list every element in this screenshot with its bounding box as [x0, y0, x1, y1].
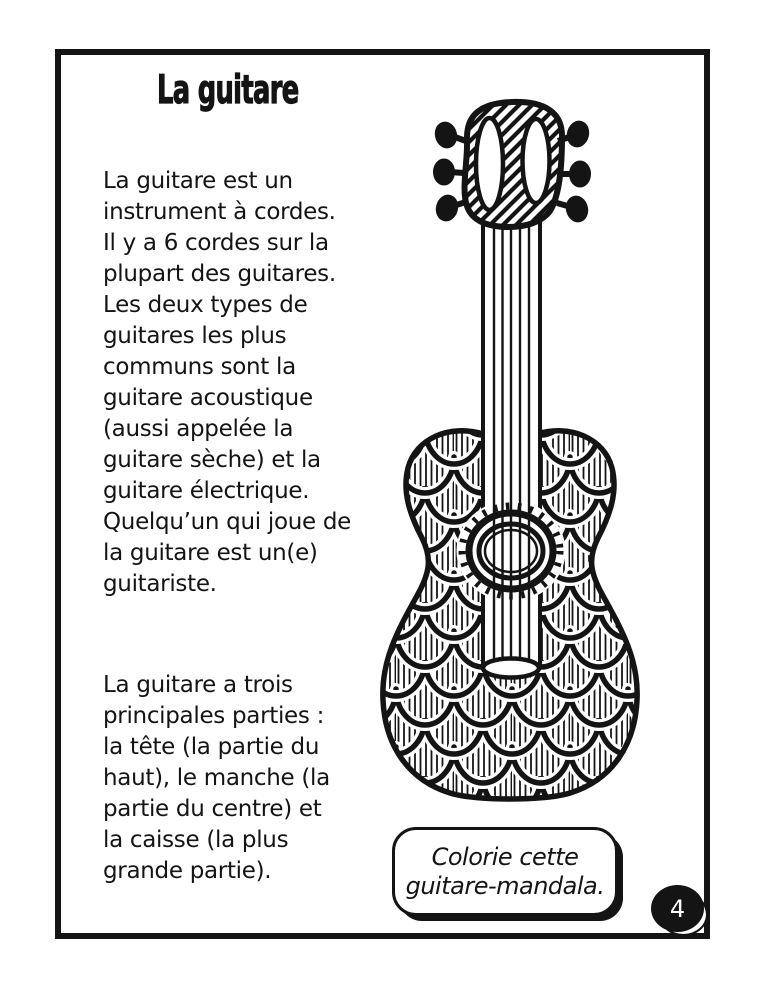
caption-text: Colorie cette guitare-mandala.: [405, 842, 605, 900]
page-number-badge: [651, 885, 704, 932]
guitar-bridge: [483, 659, 539, 678]
caption-box: [392, 827, 618, 916]
page-number: 4: [669, 894, 686, 923]
guitar-mandala-illustration: [380, 95, 642, 807]
page-title: La guitare: [157, 68, 299, 113]
paragraph-guitar-intro: La guitare est un instrument à cordes. Il y a 6 cordes sur la plupart des guitares. Les deux types de guitares les plus communs sont la guitare acoustique (aussi appelée la guitare sèche) et la guitare électrique. Quelqu’un qui joue de la guitare est un(e) guitariste.: [103, 168, 352, 597]
guitar-headstock: [465, 102, 562, 227]
paragraph-guitar-parts: La guitare a trois principales parties : la tête (la partie du haut), le manche (la partie du centre) et la caisse (la plus grande partie).: [103, 672, 330, 884]
